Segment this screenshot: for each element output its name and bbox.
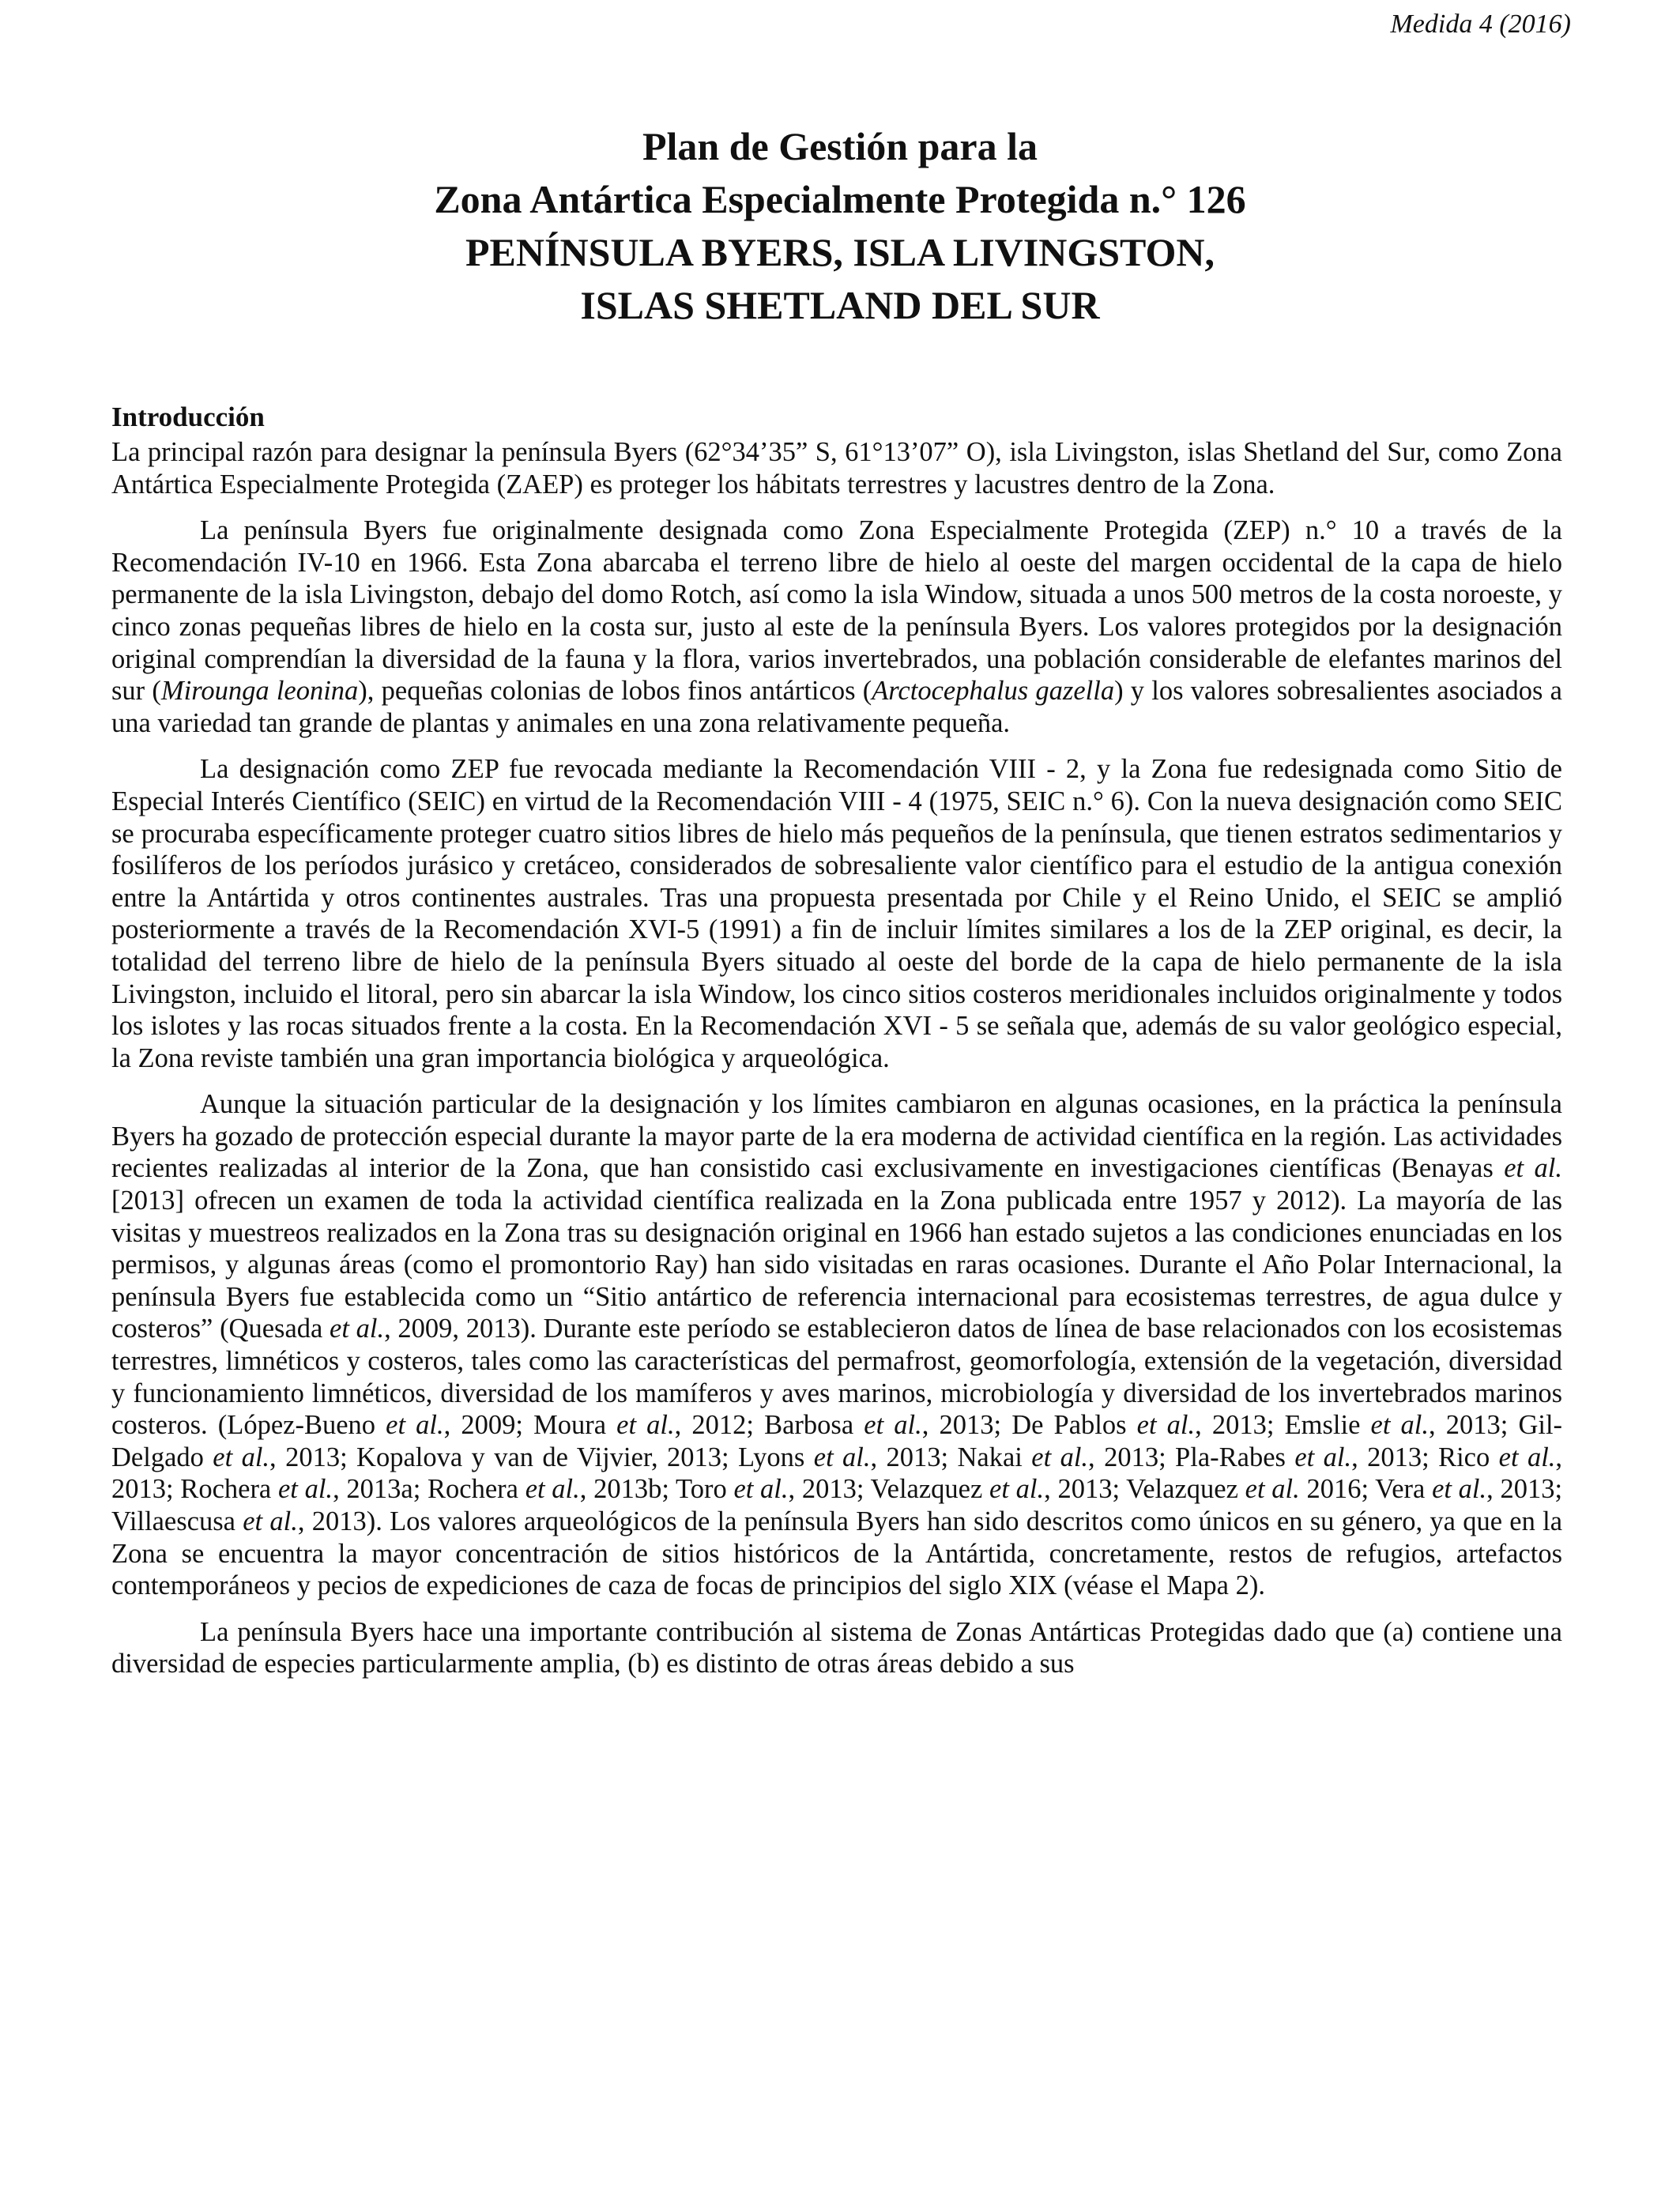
paragraph-4: Aunque la situación particular de la designación y los límites cambiaron en algunas ocasiones, en la práctica la península Byers ha gozado de protección especial durante la mayor parte de la era moderna de actividad científica en la región. Las actividades recientes realizadas al interior de la Zona, que han consistido casi exclusivamente en investigaciones científicas (Benayas et al. [2013] ofrecen un examen de toda la actividad científica realizada en la Zona publicada entre 1957 y 2012). La mayoría de las visitas y muestreos realizados en la Zona tras su designación original en 1966 han estado sujetos a las condiciones enunciadas en los permisos, y algunas áreas (como el promontorio Ray) han sido visitadas en raras ocasiones. Durante el Año Polar Internacional, la península Byers fue establecida como un “Sitio antártico de referencia internacional para ecosistemas terrestres, de agua dulce y costeros” (Quesada et al., 2009, 2013). Durante este período se establecieron datos de línea de base relacionados con los ecosistemas terrestres, limnéticos y costeros, tales como las características del permafrost, geomorfología, extensión de la vegetación, diversidad y funcionamiento limnéticos, diversidad de los mamíferos y aves marinos, microbiología y diversidad de los invertebrados marinos costeros. (López-Bueno et al., 2009; Moura et al., 2012; Barbosa et al., 2013; De Pablos et al., 2013; Emslie et al., 2013; Gil-Delgado et al., 2013; Kopalova y van de Vijvier, 2013; Lyons et al., 2013; Nakai et al., 2013; Pla-Rabes et al., 2013; Rico et al., 2013; Rochera et al., 2013a; Rochera et al., 2013b; Toro et al., 2013; Velazquez et al., 2013; Velazquez et al. 2016; Vera et al., 2013; Villaescusa et al., 2013). Los valores arqueológicos de la península Byers han sido descritos como únicos en su género, ya que en la Zona se encuentra la mayor concentración de sitios históricos de la Antártida, concretamente, restos de refugios, artefactos contemporáneos y pecios de expediciones de caza de focas de principios del siglo XIX (véase el Mapa 2). [111, 1089, 1563, 1601]
paragraph-3: La designación como ZEP fue revocada mediante la Recomendación VIII - 2, y la Zona fue redesignada como Sitio de Especial Interés Científico (SEIC) en virtud de la Recomendación VIII - 4 (1975, SEIC n.° 6). Con la nueva designación como SEIC se procuraba específicamente proteger cuatro sitios libres de hielo más pequeños de la península, que tienen estratos sedimentarios y fosilíferos de los períodos jurásico y cretáceo, considerados de sobresaliente valor científico para el estudio de la antigua conexión entre la Antártida y otros continentes australes. Tras una propuesta presentada por Chile y el Reino Unido, el SEIC se amplió posteriormente a través de la Recomendación XVI-5 (1991) a fin de incluir límites similares a los de la ZEP original, es decir, la totalidad del terreno libre de hielo de la península Byers situado al oeste del borde de la capa de hielo permanente de la isla Livingston, incluido el litoral, pero sin abarcar la isla Window, los cinco sitios costeros meridionales incluidos originalmente y todos los islotes y las rocas situados frente a la costa. En la Recomendación XVI - 5 se señala que, además de su valor geológico especial, la Zona reviste también una gran importancia biológica y arqueológica. [111, 754, 1562, 1073]
title-line-2: Zona Antártica Especialmente Protegida n.° 126 [434, 177, 1246, 221]
paragraph-2: La península Byers fue originalmente designada como Zona Especialmente Protegida (ZEP) n.° 10 a través de la Recomendación IV-10 en 1966. Esta Zona abarcaba el terreno libre de hielo al oeste del margen occidental de la capa de hielo permanente de la isla Livingston, debajo del domo Rotch, así como la isla Window, situada a unos 500 metros de la costa noroeste, y cinco zonas pequeñas libres de hielo en la costa sur, justo al este de la península Byers. Los valores protegidos por la designación original comprendían la diversidad de la fauna y la flora, varios invertebrados, una población considerable de elefantes marinos del sur (Mirounga leonina), pequeñas colonias de lobos finos antárticos (Arctocephalus gazella) y los valores sobresalientes asociados a una variedad tan grande de plantas y animales en una zona relativamente pequeña. [111, 515, 1562, 738]
title-line-4: ISLAS SHETLAND DEL SUR [580, 283, 1100, 327]
document-title [0, 120, 1680, 332]
title-line-1: Plan de Gestión para la [642, 124, 1038, 168]
paragraph-1: La principal razón para designar la península Byers (62°34’35” S, 61°13’07” O), isla Livingston, islas Shetland del Sur, como Zona Antártica Especialmente Protegida (ZAEP) es proteger los hábitats terrestres y lacustres dentro de la Zona. [111, 437, 1562, 499]
paragraph-5: La península Byers hace una importante contribución al sistema de Zonas Antárticas Protegidas dado que (a) contiene una diversidad de especies particularmente amplia, (b) es distinto de otras áreas debido a sus [111, 1616, 1562, 1679]
section-heading: Introducción [111, 401, 265, 432]
title-line-3: PENÍNSULA BYERS, ISLA LIVINGSTON, [465, 230, 1215, 274]
running-header: Medida 4 (2016) [1390, 9, 1571, 39]
document-body [111, 400, 1562, 1680]
